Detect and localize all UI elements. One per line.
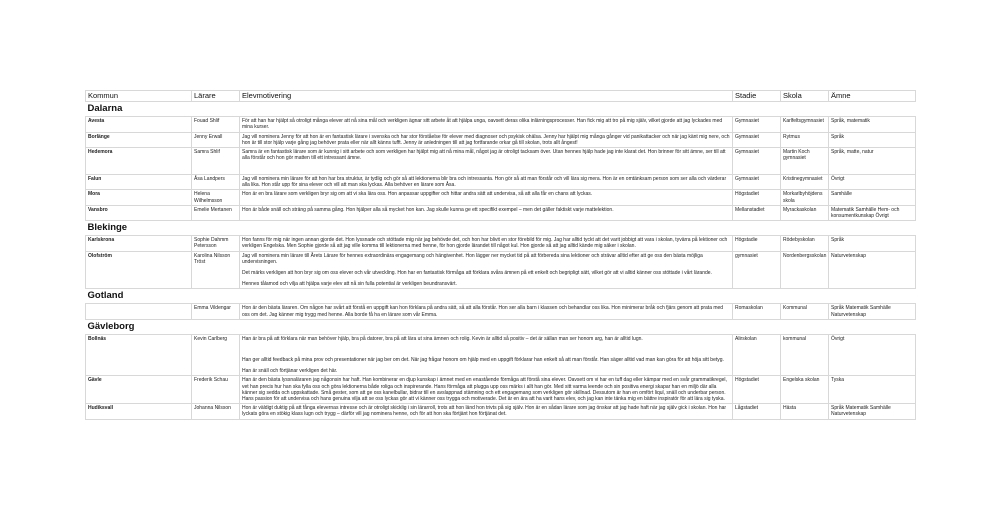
region-name: Blekinge [86, 221, 916, 236]
cell-amne: Tyska [829, 376, 916, 404]
cell-amne: Övrigt [829, 334, 916, 376]
cell-elevmotivering [240, 175, 733, 190]
region-name: Dalarna [86, 102, 916, 117]
cell-skola: Nordenbergsskolan [781, 251, 829, 289]
cell-larare: Sophie Dahmm Petersson [192, 236, 240, 251]
cell-stadie: Högstadiet [733, 376, 781, 404]
cell-skola: Rytmus [781, 132, 829, 147]
motivation-paragraph: Han ger alltid feedback på mina prov och presentationer när jag ber om det. När jag frågar honom om hjälp med en uppgift förklarar han enkelt så att man förstår. Han säger alltid vad man kan göra för att höja sitt betyg. [242, 357, 724, 364]
cell-elevmotivering [240, 376, 733, 404]
header-larare: Lärare [192, 91, 240, 102]
cell-elevmotivering [240, 404, 733, 419]
cell-amne: Språk Matematik Samhälle Naturvetenskap [829, 404, 916, 419]
header-stadie: Stadie [733, 91, 781, 102]
cell-kommun: Falun [86, 175, 192, 190]
motivation-paragraph: Hennes tålamod och vilja att hjälpa varje elev att nå sin fulla potential är verkligen beundransvärt. [242, 281, 457, 288]
cell-kommun: Gävle [86, 376, 192, 404]
cell-stadie: Högstadie [733, 236, 781, 251]
cell-larare: Frederik Schau [192, 376, 240, 404]
cell-stadie: Gymnasiet [733, 132, 781, 147]
header-elevmotivering: Elevmotivering [240, 91, 733, 102]
cell-skola: Hästa [781, 404, 829, 419]
cell-elevmotivering [240, 251, 733, 289]
table-row [86, 404, 916, 419]
cell-skola: Kommunal [781, 304, 829, 319]
cell-amne: Övrigt [829, 175, 916, 190]
motivation-paragraph: Samra är en fantastisk lärare som är kunnig i sitt arbete och som verkligen har hjälpt mig att nå mina mål, något jag är otroligt tacksam över. Utan hennes hjälp hade jag inte klarat det. Hon brinner för sitt ämne, ser till att alla förstår och hon gör matten till ett intressant ämne. [242, 149, 726, 162]
cell-stadie: Lågstadiet [733, 404, 781, 419]
motivation-paragraph: Hon är väldigt duktig på att fånga elevernas intresse och är otroligt skicklig i sin lärarroll, trots att hon länd hon trivts på sig själv. Hon är en sådan lärare som jag önskar att jag hade haft när jag själv gick i skolan. Hon har lyckats göra en stökig klass lugn och trygg – därför vill jag nominera henne, och för att hon ska förtjänt hon förtjänat det. [242, 405, 727, 418]
table-row [86, 175, 916, 190]
cell-kommun: Avesta [86, 117, 192, 132]
cell-elevmotivering [240, 205, 733, 220]
motivation-paragraph: Hon är den bästa läraren. Om någon har svårt att förstå en uppgift kan hon förklara på andra sätt, så att alla förstår. Hon ser alla barn i klassen och behandlar oss lika. Hon minimerar bråk och fjärs genom att prata med oss om det. Jag känner mig trygg med henne. Alla borde få ha en lärare som vår Emma. [242, 305, 724, 318]
cell-larare: Johanna Nilsson [192, 404, 240, 419]
cell-kommun: Olofström [86, 251, 192, 289]
cell-skola: Karlfeltsgymnasiet [781, 117, 829, 132]
cell-elevmotivering [240, 117, 733, 132]
cell-larare: Fouad Shlif [192, 117, 240, 132]
cell-amne: Naturvetenskap [829, 251, 916, 289]
table-row [86, 205, 916, 220]
table-row [86, 251, 916, 289]
region-row [86, 319, 916, 334]
motivation-paragraph: För att han har hjälpt så otroligt många elever att nå sina mål och verkligen ägnar sitt arbete åt att hjälpa unga, oavsett deras olika inlärningsprocesser. Han fick mig att tro på mig själv, vilket gjorde att jag lyckades med mina kurser. [242, 118, 723, 131]
motivation-paragraph: Han är snäll och förtjänar verkligen det här. [242, 368, 338, 375]
cell-stadie: Gymnasiet [733, 117, 781, 132]
motivation-paragraph: Jag vill nominera min lärare till Årets Lärare för hennes extraordinära engagemang och hängivenhet. Hon lägger ner mycket tid på att förbereda sina lektioner och strävar alltid efter att ge oss den bästa möjliga undervisningen. [242, 252, 703, 265]
motivation-paragraph: Jag vill nominera min lärare för att hon har bra struktur, är tydlig och gör så att lektionerna blir bra och intressanta. Hon gör så att man förstår och vill lära sig mera. Hon är en omtänksam person som ser alla och värderar alla lika. Hon står upp för sina elever och vill att man ska lyckas. Alla behöver en lärare som Åsa. [242, 176, 727, 189]
cell-larare: Karolina Nilsson Tröst [192, 251, 240, 289]
cell-kommun: Hedemora [86, 148, 192, 175]
cell-skola: Martin Koch gymnasiet [781, 148, 829, 175]
cell-amne: Språk [829, 236, 916, 251]
cell-kommun: Vansbro [86, 205, 192, 220]
motivation-paragraph: Han är bra på att förklara när man behöver hjälp, bra på datorer, bra på att lära ut sina ämnen och rolig. Kevin är alltid så positiv – det är sällan man ser honom arg, han är alltid lugn. [242, 335, 643, 342]
cell-stadie: Romaskolan [733, 304, 781, 319]
table-row [86, 117, 916, 132]
cell-stadie: Högstadiet [733, 190, 781, 205]
cell-stadie: Gymnasiet [733, 175, 781, 190]
header-skola: Skola [781, 91, 829, 102]
cell-kommun: Borlänge [86, 132, 192, 147]
cell-stadie: gymnasiet [733, 251, 781, 289]
header-row [86, 91, 916, 102]
cell-amne: Språk [829, 132, 916, 147]
cell-kommun: Mora [86, 190, 192, 205]
cell-amne: Språk Matematik Samhälle Naturvetenskap [829, 304, 916, 319]
paragraph-gap [242, 347, 730, 357]
cell-amne: Samhälle [829, 190, 916, 205]
cell-elevmotivering [240, 304, 733, 319]
table-row [86, 190, 916, 205]
table-row [86, 376, 916, 404]
cell-stadie: Alirskolan [733, 334, 781, 376]
cell-larare: Emma Vildengar [192, 304, 240, 319]
cell-larare: Åsa Landpers [192, 175, 240, 190]
cell-larare: Emelie Mertanen [192, 205, 240, 220]
region-row [86, 289, 916, 304]
cell-skola: kommunal [781, 334, 829, 376]
table-row [86, 236, 916, 251]
cell-kommun: Hudiksvall [86, 404, 192, 419]
spreadsheet [85, 90, 915, 420]
motivation-paragraph: Hon fanns för mig när ingen annan gjorde det. Hon lyssnade och stöttade mig när jag behövde det, och hon har blivit en stor förebild för mig. Jag har alltid tyckt att det varit jobbigt att vara i skolan, tyvärra på lektioner och verkligen Engelska. Men Sophie gjorde så att jag ville komma till lektionerna med henne, för hon gjorde lärandet till något kul. Hon gjorde så att jag alltid kände mig säker i skolan. [242, 237, 728, 250]
header-amne: Ämne [829, 91, 916, 102]
cell-amne: Språk, matematik [829, 117, 916, 132]
cell-elevmotivering [240, 190, 733, 205]
table-row [86, 334, 916, 376]
cell-stadie: Mellanstadiet [733, 205, 781, 220]
table-row [86, 132, 916, 147]
motivation-paragraph: Hon är en bra lärare som verkligen bryr sig om att vi ska lära oss. Hon anpassar uppgifter och hittar andra sätt att undervisa, så att alla får en chans att lyckas. [242, 191, 593, 198]
cell-skola: Kristinegymnasiet [781, 175, 829, 190]
cell-amne: Språk, matte, natur [829, 148, 916, 175]
motivation-paragraph: Det märks verkligen att hon bryr sig om oss elever och vår utveckling. Hon har en fantastisk förmåga att förklara svåra ämnen på ett enkelt och begripligt sätt, vilket gör att vi alltid känner oss stöttade i vårt lärande. [242, 270, 712, 277]
cell-elevmotivering [240, 334, 733, 376]
cell-elevmotivering [240, 236, 733, 251]
nominations-table [85, 90, 916, 420]
motivation-paragraph: Han är den bästa lyssnaläraren jag någonsin har haft. Han kombinerar en djup kunskap i ämnet med en enastående förmåga att förstå sina elever. Oavsett om vi har en tuff dag eller kämpar med en svår grammatikregel, vet han precis hur han ska fylla oss och göra lektionerna både roliga och inspirerande. Hans förmåga att plugga upp oss märks i allt han gör. Med sitt varma leende och sin positiva energi skapar han en miljö där alla känner sig sedda och uppskattade. Små gester, som att ge oss kanelbullar, bidrar till en avslappnad stämning och ett engagemang som verkligen gör skillnad. Dessutom är han en omfört liqul, snäll och underbar person. Hans passion för att undervisa och hans genuina vilja att se oss lyckas gör att vi känner oss trygga och motiverade. Det är en ära att ha varit hans elev, och jag kan inte tänka mig en bättre inspiratör för att lära sig tyska. [242, 377, 727, 403]
cell-larare: Jenny Erwall [192, 132, 240, 147]
region-row [86, 102, 916, 117]
cell-kommun: Karlskrona [86, 236, 192, 251]
cell-elevmotivering [240, 132, 733, 147]
cell-skola: Rödebyskolan [781, 236, 829, 251]
cell-amne: Matematik Samhälle Hem- och konsumentkunskap Övrigt [829, 205, 916, 220]
header-kommun: Kommun [86, 91, 192, 102]
cell-stadie: Gymnasiet [733, 148, 781, 175]
table-row [86, 148, 916, 175]
region-row [86, 221, 916, 236]
cell-kommun: Bollnäs [86, 334, 192, 376]
cell-elevmotivering [240, 148, 733, 175]
motivation-paragraph: Hon är både snäll och sträng på samma gång. Hon hjälper alla så mycket hon kan. Jag skulle kunna ge ett specifikt exempel – men det gäller faktiskt varje mattelektion. [242, 206, 614, 213]
region-name: Gotland [86, 289, 916, 304]
cell-skola: Engelska skolan [781, 376, 829, 404]
cell-larare: Samra Shlif [192, 148, 240, 175]
cell-skola: Myrackaskolan [781, 205, 829, 220]
cell-larare: Kevin Carlberg [192, 334, 240, 376]
cell-skola: Morkarlbyhöjdens skola [781, 190, 829, 205]
cell-larare: Helena Wilhelmsson [192, 190, 240, 205]
region-name: Gävleborg [86, 319, 916, 334]
motivation-paragraph: Jag vill nominera Jenny för att hon är en fantastisk lärare i svenska och har stor förståelse för elever med diagnoser och psykisk ohälsa. Jenny har hjälpt mig många gånger vid panikattacker och när jag känt mig nere, och hon är till stor hjälp varje gång jag behöver prata eller när allt känns tufft. Jenny är anledningen till att jag fortfarande orkar gå till skolan, trots allt ångest! [242, 133, 730, 146]
table-row [86, 304, 916, 319]
cell-kommun [86, 304, 192, 319]
